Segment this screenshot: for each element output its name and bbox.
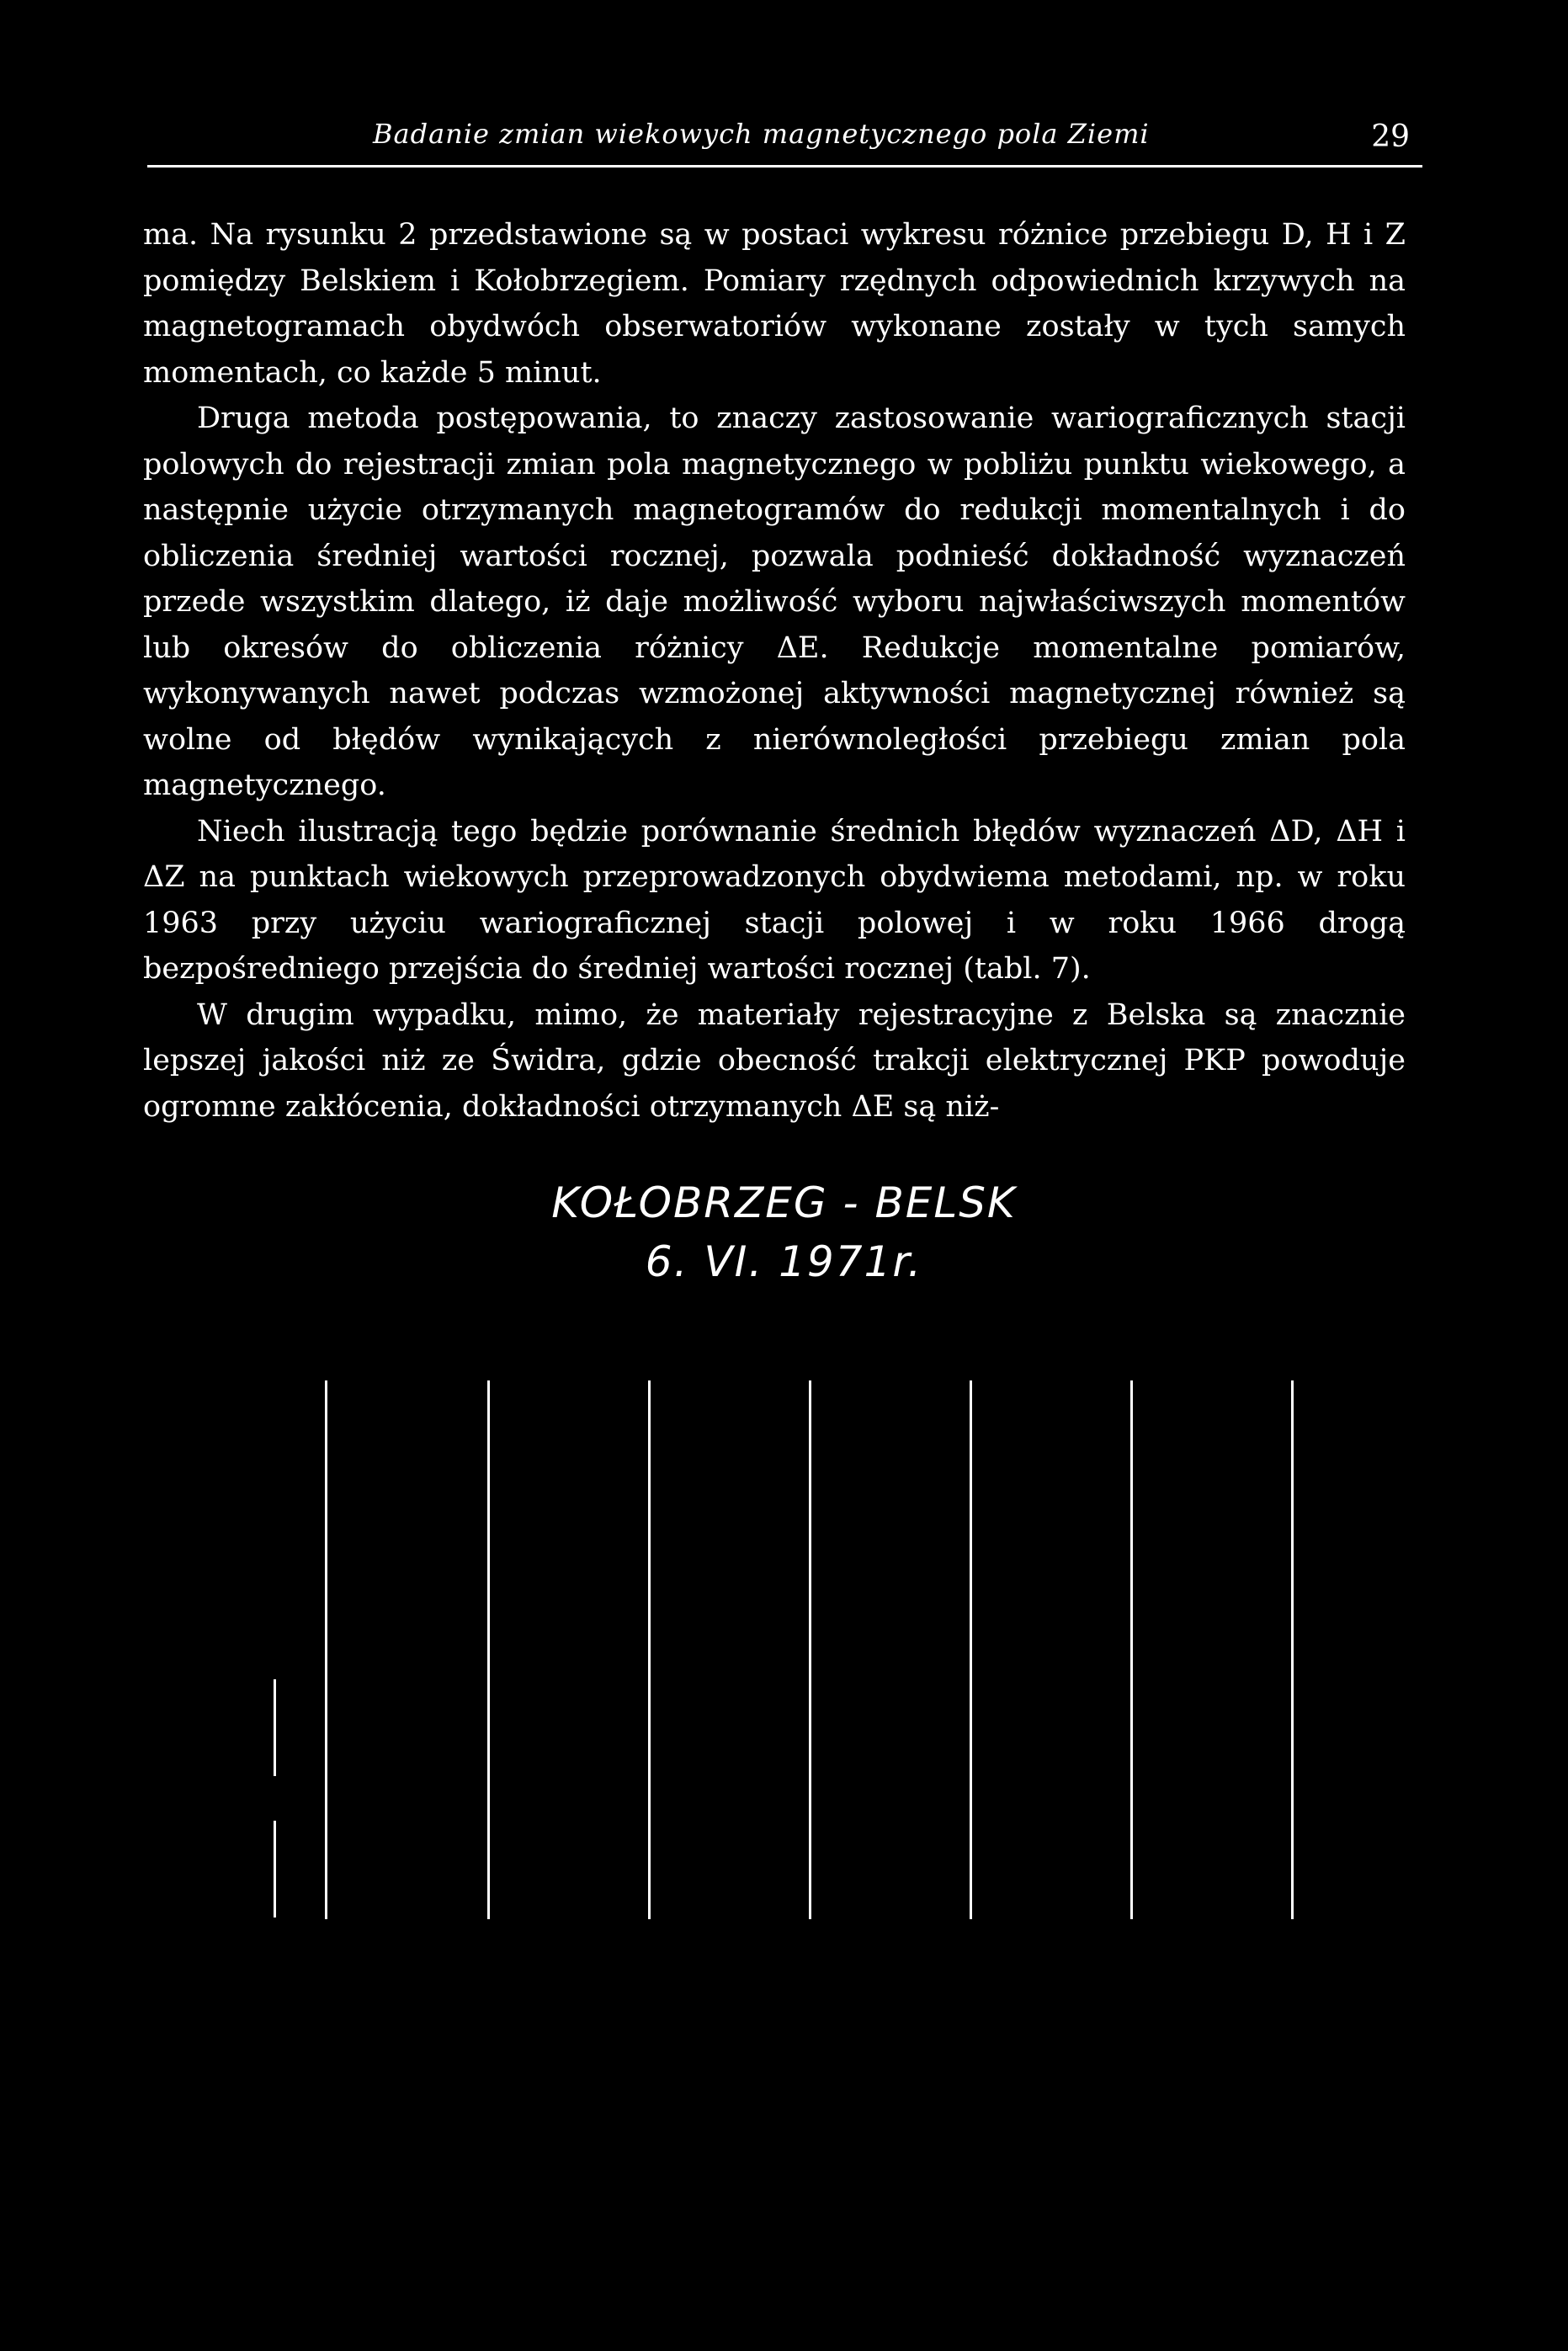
time-marker-line	[1291, 1380, 1294, 1919]
figure-title: KOŁOBRZEG - BELSK	[551, 1178, 1017, 1227]
time-marker-line	[325, 1380, 327, 1919]
time-marker-line	[1130, 1380, 1133, 1919]
time-marker-line	[648, 1380, 651, 1919]
figure-date: 6. VI. 1971r.	[645, 1237, 923, 1286]
running-title: Badanie zmian wiekowych magnetycznego pola Ziemi	[373, 118, 1150, 150]
trace-segment	[274, 1821, 276, 1918]
paragraph-4: W drugim wypadku, mimo, że materiały rejestracyjne z Belska są znacznie lepszej jakości niż ze Świdra, gdzie obecność trakcji elektrycznej PKP powoduje ogromne zakłócenia, dokładności otrzymanych ΔE są niż-	[143, 997, 1406, 1124]
trace-segment	[274, 1679, 276, 1776]
time-marker-line	[970, 1380, 972, 1919]
time-marker-line	[487, 1380, 490, 1919]
time-marker-line	[809, 1380, 811, 1919]
paragraph-2: Druga metoda postępowania, to znaczy zastosowanie wariograficznych stacji polowych do rejestracji zmian pola magnetycznego w pobliżu punktu wiekowego, a następnie użycie otrzymanych magnetogramów do redukcji momentalnych i do obliczenia średniej wartości rocznej, pozwala podnieść dokładność wyznaczeń przede wszystkim dlatego, iż daje możliwość wyboru najwłaściwszych momentów lub okresów do obliczenia różnicy ΔE. Redukcje momentalne pomiarów, wykonywanych nawet podczas wzmożonej aktywności magnetycznej również są wolne od błędów wynikających z nierównoległości przebiegu zmian pola magnetycznego.	[143, 402, 1406, 802]
paragraph-1: ma. Na rysunku 2 przedstawione są w postaci wykresu różnice przebiegu D, H i Z pomiędzy Belskiem i Kołobrzegiem. Pomiary rzędnych odpowiednich krzywych na magnetogramach obydwóch obserwatoriów wykonane zostały w tych samych momentach, co każde 5 minut.	[143, 218, 1406, 390]
page-number: 29	[1371, 120, 1410, 154]
paragraph-3: Niech ilustracją tego będzie porównanie średnich błędów wyznaczeń ΔD, ΔH i ΔZ na punktach wiekowych przeprowadzonych obydwiema metodami, np. w roku 1963 przy użyciu wariograficznej stacji polowej i w roku 1966 drogą bezpośredniego przejścia do średniej wartości rocznej (tabl. 7).	[143, 814, 1406, 986]
header-rule	[147, 165, 1422, 168]
page-header	[147, 118, 1427, 158]
body-text	[143, 212, 1406, 1130]
